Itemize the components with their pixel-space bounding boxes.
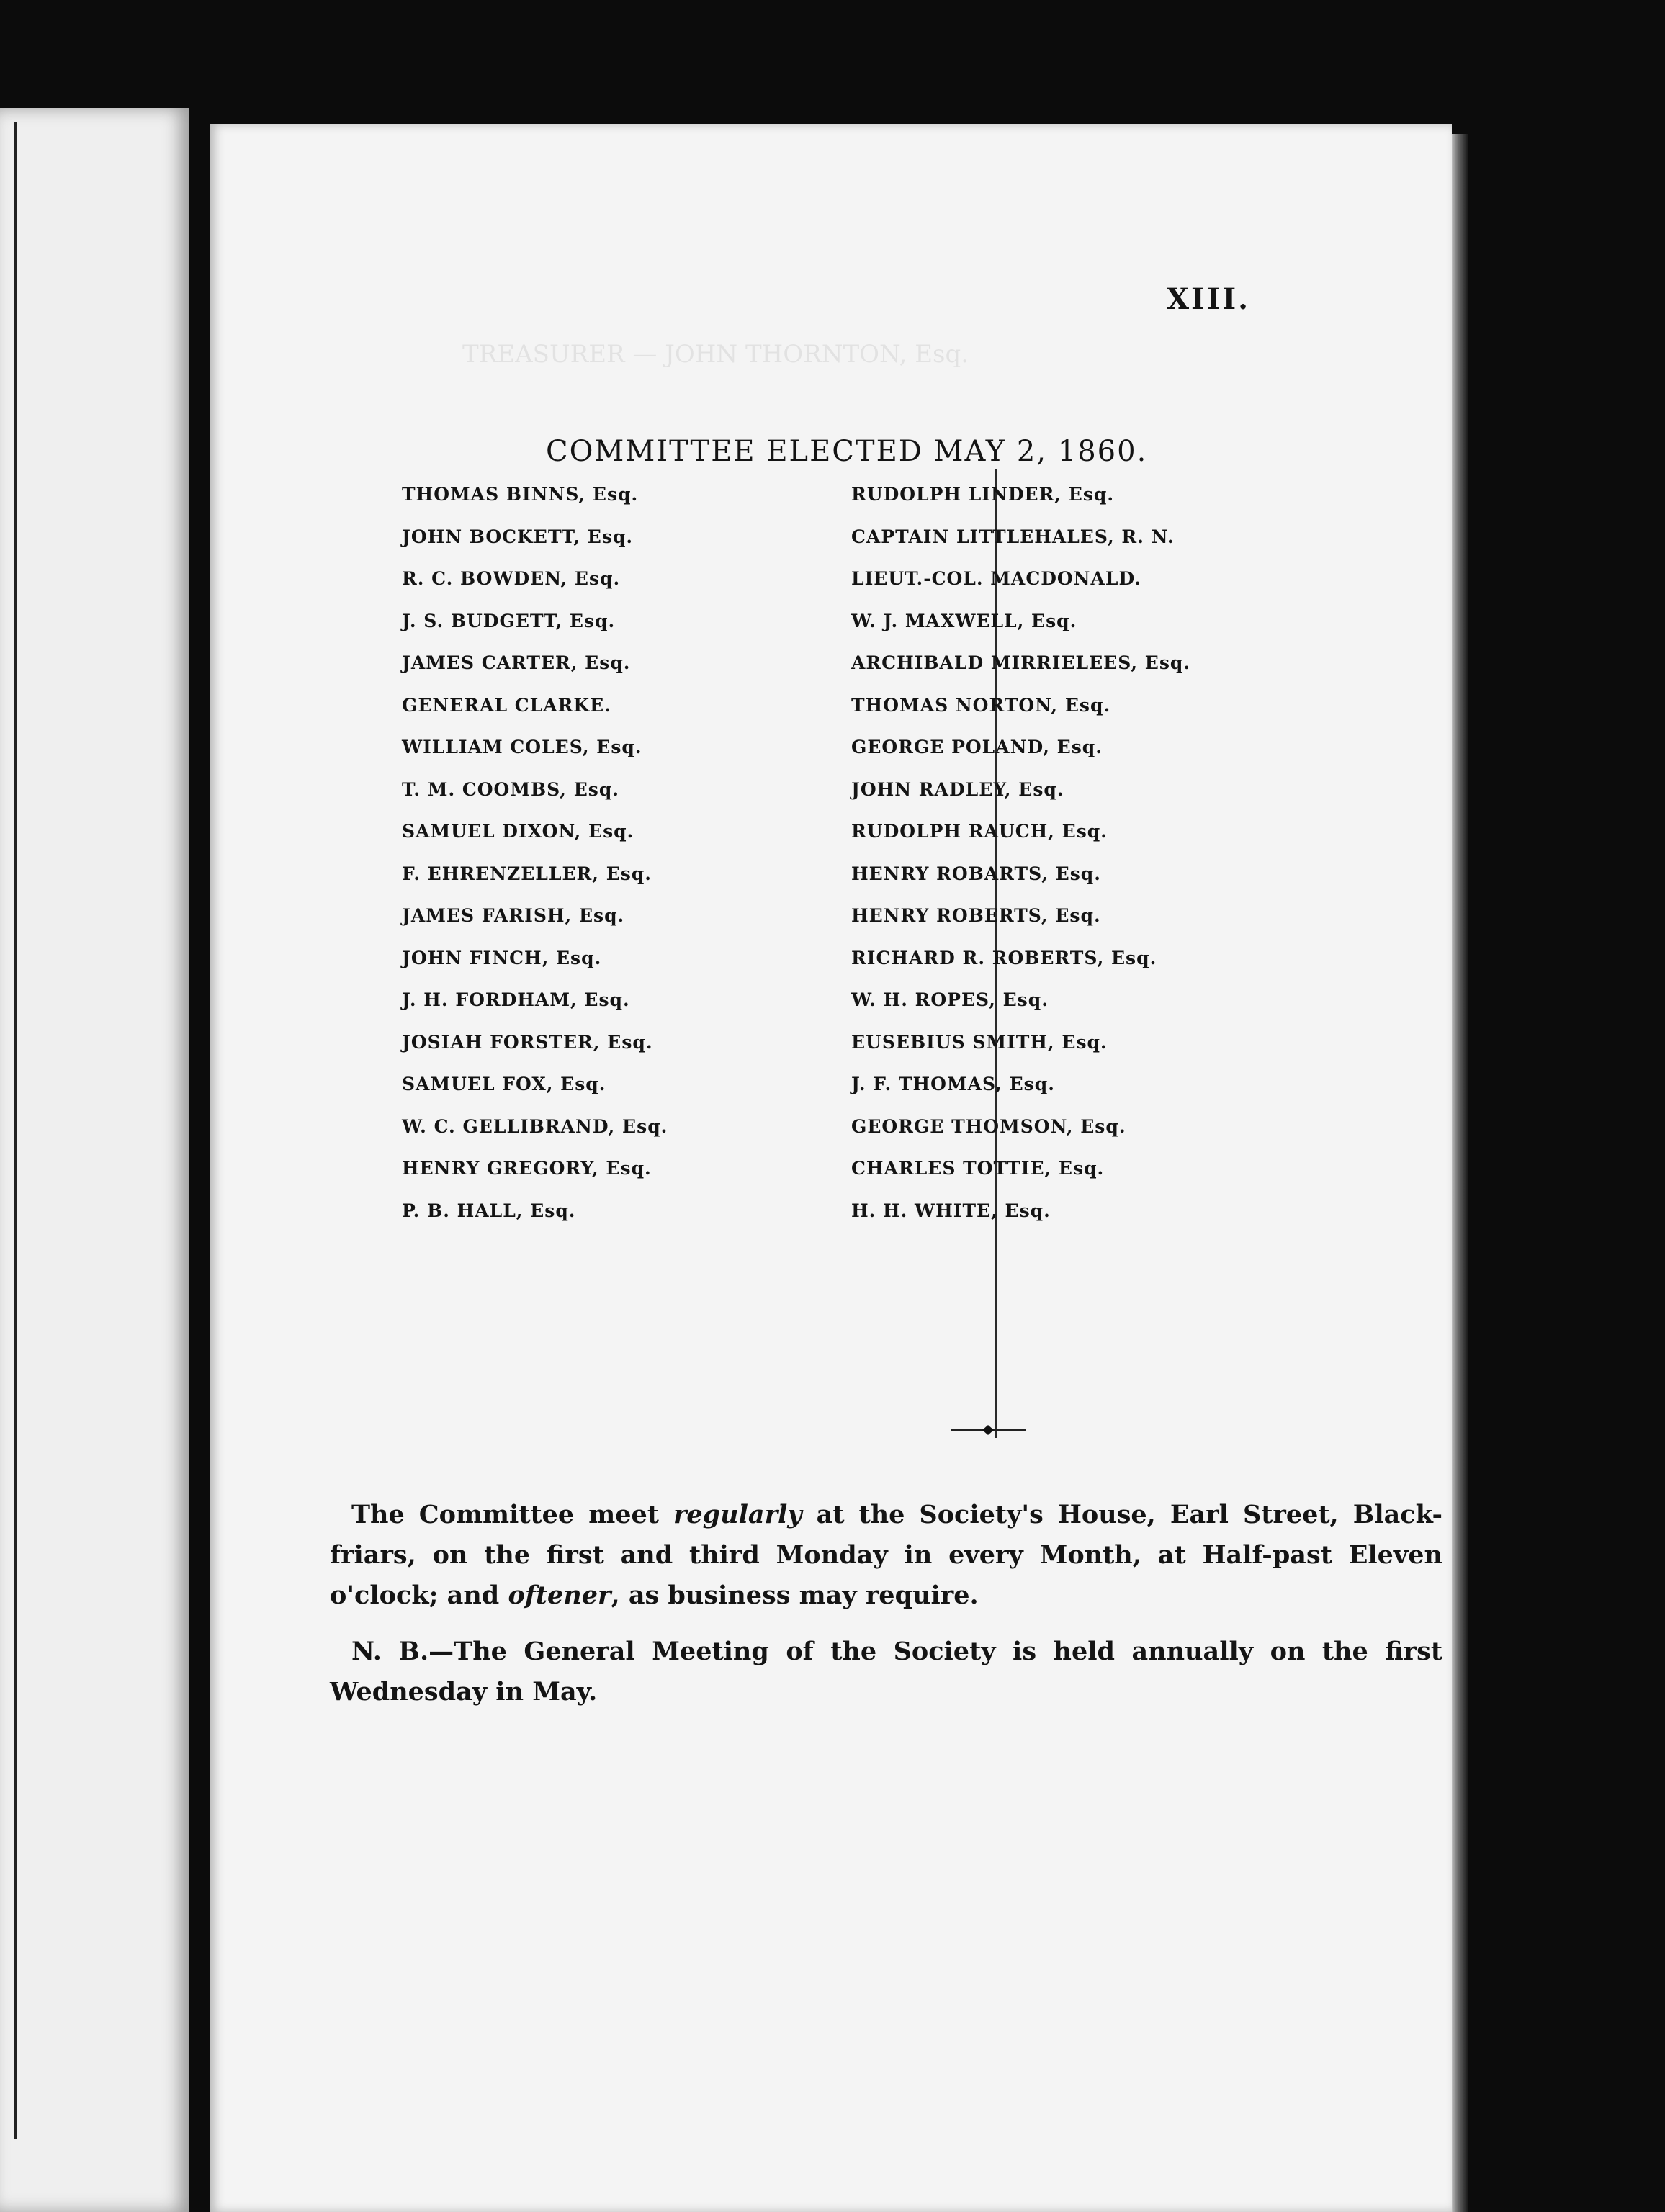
- document-page: [210, 124, 1452, 2212]
- committee-member: THOMAS BINNS, Esq.: [402, 484, 639, 505]
- committee-member: GENERAL CLARKE.: [402, 694, 611, 716]
- committee-member: WILLIAM COLES, Esq.: [402, 737, 642, 757]
- committee-list-right: [851, 474, 1190, 1232]
- committee-member: HENRY ROBARTS, Esq.: [851, 863, 1101, 884]
- committee-member: CAPTAIN LITTLEHALES, R. N.: [851, 526, 1175, 547]
- left-page-edge: [0, 108, 189, 2212]
- committee-member: RUDOLPH LINDER, Esq.: [851, 484, 1115, 505]
- note-emphasis: oftener: [508, 1581, 611, 1610]
- committee-member: F. EHRENZELLER, Esq.: [402, 863, 652, 884]
- committee-member: JOHN BOCKETT, Esq.: [402, 526, 634, 547]
- page-title: COMMITTEE ELECTED MAY 2, 1860.: [546, 435, 1148, 468]
- divider-ornament: [951, 1424, 1026, 1437]
- note-emphasis: regularly: [673, 1500, 802, 1529]
- committee-member: HENRY ROBERTS, Esq.: [851, 905, 1101, 926]
- committee-member: THOMAS NORTON, Esq.: [851, 694, 1111, 716]
- committee-member: H. H. WHITE, Esq.: [851, 1200, 1051, 1221]
- committee-member: SAMUEL DIXON, Esq.: [402, 821, 634, 842]
- committee-member: W. J. MAXWELL, Esq.: [851, 610, 1077, 631]
- meeting-schedule-note: [330, 1495, 1442, 1616]
- committee-member: W. H. ROPES, Esq.: [851, 989, 1049, 1010]
- committee-member: GEORGE THOMSON, Esq.: [851, 1115, 1126, 1137]
- committee-member: J. H. FORDHAM, Esq.: [402, 989, 630, 1010]
- committee-member: RUDOLPH RAUCH, Esq.: [851, 821, 1108, 842]
- committee-list-left: [402, 474, 668, 1232]
- note-text: , as business may require.: [611, 1581, 979, 1610]
- committee-member: JOHN FINCH, Esq.: [402, 947, 602, 968]
- note-text: at the Society's House, Earl Street, Black-friars, on the first and third Monday in every Month, at Half-past Eleven o'clock; and: [330, 1500, 1442, 1610]
- committee-member: JOHN RADLEY, Esq.: [851, 778, 1064, 800]
- committee-member: T. M. COOMBS, Esq.: [402, 778, 620, 800]
- page-edge: [1452, 134, 1468, 2212]
- committee-member: JAMES CARTER, Esq.: [402, 652, 631, 673]
- note-text: The Committee meet: [351, 1500, 673, 1529]
- committee-member: ARCHIBALD MIRRIELEES, Esq.: [851, 652, 1191, 673]
- committee-member: J. F. THOMAS, Esq.: [851, 1074, 1055, 1094]
- committee-member: LIEUT.-COL. MACDONALD.: [851, 568, 1141, 589]
- general-meeting-note: N. B.—The General Meeting of the Society is held annually on the first Wednesday in May.: [330, 1637, 1442, 1707]
- committee-member: GEORGE POLAND, Esq.: [851, 737, 1103, 757]
- committee-member: P. B. HALL, Esq.: [402, 1200, 576, 1221]
- committee-member: HENRY GREGORY, Esq.: [402, 1158, 652, 1179]
- committee-member: CHARLES TOTTIE, Esq.: [851, 1158, 1105, 1179]
- left-page-rule: [14, 122, 17, 2139]
- committee-member: SAMUEL FOX, Esq.: [402, 1074, 606, 1094]
- committee-member: RICHARD R. ROBERTS, Esq.: [851, 947, 1157, 968]
- bleed-through-text: TREASURER — JOHN THORNTON, Esq.: [462, 340, 969, 369]
- committee-member: JOSIAH FORSTER, Esq.: [402, 1031, 653, 1053]
- committee-member: EUSEBIUS SMITH, Esq.: [851, 1031, 1108, 1053]
- committee-member: W. C. GELLIBRAND, Esq.: [402, 1115, 668, 1137]
- page-number: XIII.: [1167, 282, 1251, 316]
- committee-member: JAMES FARISH, Esq.: [402, 905, 625, 926]
- committee-member: R. C. BOWDEN, Esq.: [402, 568, 621, 589]
- committee-member: J. S. BUDGETT, Esq.: [402, 610, 616, 631]
